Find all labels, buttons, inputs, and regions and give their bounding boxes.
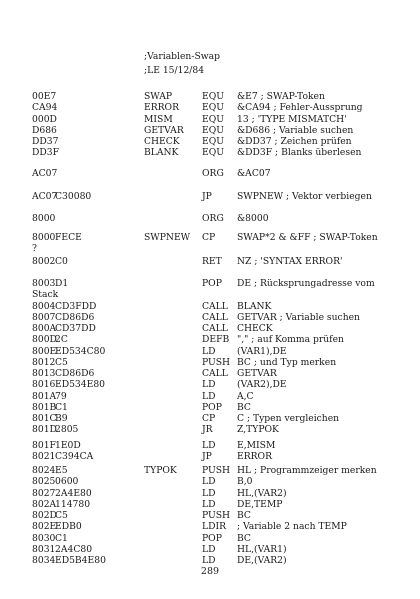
opcode-cell: C1 bbox=[55, 401, 68, 413]
operand-cell: DE ; Rücksprungadresse vom bbox=[237, 278, 375, 289]
header-line bbox=[0, 65, 420, 76]
code-line bbox=[0, 555, 420, 566]
mnemonic-cell: LD bbox=[202, 390, 216, 402]
code-line bbox=[0, 451, 420, 462]
label-cell: ERROR bbox=[144, 102, 179, 114]
mnemonic-cell: POP bbox=[202, 401, 222, 413]
code-line bbox=[0, 357, 420, 368]
mnemonic-cell: LD bbox=[202, 440, 216, 451]
opcode-cell: 1E0D bbox=[55, 440, 81, 451]
mnemonic-cell: CALL bbox=[202, 300, 228, 312]
operand-cell: HL ; Programmzeiger merken bbox=[237, 465, 377, 476]
opcode-cell: C0 bbox=[55, 256, 68, 267]
address-cell: 8003 bbox=[32, 278, 56, 289]
address-cell: 801C bbox=[32, 413, 57, 424]
code-line bbox=[0, 243, 420, 254]
address-cell: 801A bbox=[32, 390, 57, 402]
mnemonic-cell: POP bbox=[202, 532, 222, 544]
operand-cell: BC bbox=[237, 401, 251, 413]
address-cell: 802A bbox=[32, 498, 57, 510]
operand-cell: &CA94 ; Fehler-Aussprung bbox=[237, 102, 363, 114]
mnemonic-cell: LD bbox=[202, 379, 216, 391]
code-line bbox=[0, 136, 420, 147]
operand-cell: E,MISM bbox=[237, 440, 276, 451]
code-line bbox=[0, 413, 420, 424]
operand-cell: &D686 ; Variable suchen bbox=[237, 124, 354, 136]
opcode-cell: FECE bbox=[55, 232, 82, 243]
mnemonic-cell: CALL bbox=[202, 368, 228, 379]
mnemonic-cell: PUSH bbox=[202, 510, 231, 521]
mnemonic-cell: EQU bbox=[202, 91, 224, 102]
operand-cell: ; Variable 2 nach TEMP bbox=[237, 521, 347, 533]
opcode-cell: ED5B4E80 bbox=[55, 555, 106, 566]
mnemonic-cell: EQU bbox=[202, 124, 224, 136]
code-line bbox=[0, 102, 420, 113]
code-line bbox=[0, 301, 420, 312]
label-cell: BLANK bbox=[144, 147, 179, 159]
mnemonic-cell: LD bbox=[202, 345, 216, 357]
address-cell: 8016 bbox=[32, 379, 56, 391]
mnemonic-cell: JP bbox=[202, 451, 212, 463]
code-line bbox=[0, 232, 420, 243]
operand-cell: BLANK bbox=[237, 300, 272, 312]
label-cell: SWPNEW bbox=[144, 232, 191, 243]
address-cell: 8004 bbox=[32, 300, 56, 312]
label-cell: SWAP bbox=[144, 91, 173, 102]
code-line bbox=[0, 114, 420, 125]
code-line bbox=[0, 334, 420, 345]
operand-cell: A,C bbox=[237, 390, 254, 402]
mnemonic-cell: CP bbox=[202, 232, 216, 243]
operand-cell: &E7 ; SWAP-Token bbox=[237, 91, 325, 102]
address-cell: 8000 bbox=[32, 232, 56, 243]
page-number: 289 bbox=[200, 566, 220, 577]
code-line bbox=[0, 440, 420, 451]
opcode-cell: ED534C80 bbox=[55, 345, 106, 357]
operand-cell: BC ; und Typ merken bbox=[237, 356, 337, 368]
mnemonic-cell: CP bbox=[202, 413, 216, 424]
address-cell: Stack bbox=[32, 289, 59, 301]
mnemonic-cell: LD bbox=[202, 555, 216, 566]
address-cell: 8024 bbox=[32, 465, 56, 476]
operand-cell: HL,(VAR1) bbox=[237, 543, 287, 555]
address-cell: 8031 bbox=[32, 543, 56, 555]
address-cell: AC07 bbox=[32, 191, 58, 202]
header-text: ;Variablen-Swap bbox=[144, 51, 220, 62]
mnemonic-cell: PUSH bbox=[202, 356, 231, 368]
address-cell: DD3F bbox=[32, 147, 59, 159]
mnemonic-cell: ORG bbox=[202, 213, 224, 224]
opcode-cell: B9 bbox=[55, 413, 68, 424]
address-cell: 800E bbox=[32, 345, 57, 357]
code-line bbox=[0, 402, 420, 413]
mnemonic-cell: EQU bbox=[202, 102, 224, 114]
address-cell: 800D bbox=[32, 334, 57, 346]
opcode-cell: 2805 bbox=[55, 424, 79, 436]
opcode-cell: 0600 bbox=[55, 476, 79, 488]
opcode-cell: C30080 bbox=[55, 191, 92, 202]
address-cell: 8000 bbox=[32, 213, 56, 224]
code-line bbox=[0, 125, 420, 136]
operand-cell: CHECK bbox=[237, 323, 273, 334]
address-cell: 8025 bbox=[32, 476, 56, 488]
opcode-cell: D1 bbox=[55, 278, 69, 289]
operand-cell: ERROR bbox=[237, 451, 272, 463]
operand-cell: "," ; auf Komma prüfen bbox=[237, 334, 344, 346]
opcode-cell: C5 bbox=[55, 510, 68, 521]
address-cell: 8030 bbox=[32, 532, 56, 544]
opcode-cell: C394CA bbox=[55, 451, 94, 463]
code-line bbox=[0, 488, 420, 499]
mnemonic-cell: ORG bbox=[202, 168, 224, 179]
operand-cell: SWAP*2 & &FF ; SWAP-Token bbox=[237, 232, 378, 243]
operand-cell: &AC07 bbox=[237, 168, 271, 179]
operand-cell: C ; Typen vergleichen bbox=[237, 413, 340, 424]
address-cell: AC07 bbox=[32, 168, 58, 179]
code-line bbox=[0, 346, 420, 357]
operand-cell: GETVAR ; Variable suchen bbox=[237, 311, 360, 323]
operand-cell: B,0 bbox=[237, 476, 253, 488]
opcode-cell: 79 bbox=[55, 390, 67, 402]
opcode-cell: EDB0 bbox=[55, 521, 82, 533]
code-line bbox=[0, 147, 420, 158]
address-cell: 8012 bbox=[32, 356, 56, 368]
label-cell: MISM bbox=[144, 113, 173, 125]
code-line bbox=[0, 256, 420, 267]
code-line bbox=[0, 168, 420, 179]
operand-cell: GETVAR bbox=[237, 368, 277, 379]
mnemonic-cell: EQU bbox=[202, 147, 224, 159]
address-cell: 8021 bbox=[32, 451, 56, 463]
address-cell: ? bbox=[32, 243, 37, 255]
address-cell: 8027 bbox=[32, 487, 56, 499]
code-line bbox=[0, 191, 420, 202]
opcode-cell: 2A4C80 bbox=[55, 543, 93, 555]
code-line bbox=[0, 465, 420, 476]
operand-cell: &DD37 ; Zeichen prüfen bbox=[237, 136, 352, 147]
operand-cell: &DD3F ; Blanks überlesen bbox=[237, 147, 362, 159]
address-cell: 802D bbox=[32, 510, 57, 521]
code-line bbox=[0, 476, 420, 487]
opcode-cell: C5 bbox=[55, 356, 68, 368]
mnemonic-cell: PUSH bbox=[202, 465, 231, 476]
address-cell: 801F bbox=[32, 440, 56, 451]
label-cell: CHECK bbox=[144, 136, 180, 147]
address-cell: 800A bbox=[32, 323, 57, 334]
header-line bbox=[0, 51, 420, 62]
operand-cell: SWPNEW ; Vektor verbiegen bbox=[237, 191, 372, 202]
mnemonic-cell: JR bbox=[202, 424, 213, 436]
header-text: ;LE 15/12/84 bbox=[144, 65, 205, 76]
operand-cell: DE,(VAR2) bbox=[237, 555, 287, 566]
address-cell: CA94 bbox=[32, 102, 58, 114]
mnemonic-cell: JP bbox=[202, 191, 212, 202]
label-cell: TYPOK bbox=[144, 465, 177, 476]
opcode-cell: 2C bbox=[55, 334, 68, 346]
address-cell: 00E7 bbox=[32, 91, 57, 102]
code-line bbox=[0, 544, 420, 555]
address-cell: 8013 bbox=[32, 368, 56, 379]
address-cell: 801D bbox=[32, 424, 57, 436]
address-cell: 000D bbox=[32, 113, 57, 125]
code-line bbox=[0, 323, 420, 334]
mnemonic-cell: LD bbox=[202, 476, 216, 488]
operand-cell: BC bbox=[237, 532, 251, 544]
mnemonic-cell: LDIR bbox=[202, 521, 227, 533]
label-cell: GETVAR bbox=[144, 124, 184, 136]
mnemonic-cell: LD bbox=[202, 543, 216, 555]
mnemonic-cell: CALL bbox=[202, 311, 228, 323]
code-line bbox=[0, 312, 420, 323]
operand-cell: (VAR1),DE bbox=[237, 345, 287, 357]
operand-cell: Z,TYPOK bbox=[237, 424, 279, 436]
code-line bbox=[0, 391, 420, 402]
address-cell: 801B bbox=[32, 401, 57, 413]
code-line bbox=[0, 510, 420, 521]
code-line bbox=[0, 533, 420, 544]
operand-cell: &8000 bbox=[237, 213, 269, 224]
operand-cell: DE,TEMP bbox=[237, 498, 283, 510]
code-line bbox=[0, 289, 420, 300]
mnemonic-cell: RET bbox=[202, 256, 222, 267]
address-cell: 8034 bbox=[32, 555, 56, 566]
code-line bbox=[0, 499, 420, 510]
opcode-cell: CD86D6 bbox=[55, 368, 95, 379]
operand-cell: HL,(VAR2) bbox=[237, 487, 287, 499]
address-cell: DD37 bbox=[32, 136, 59, 147]
mnemonic-cell: EQU bbox=[202, 136, 224, 147]
operand-cell: 13 ; 'TYPE MISMATCH' bbox=[237, 113, 347, 125]
code-line bbox=[0, 424, 420, 435]
address-cell: 8002 bbox=[32, 256, 56, 267]
opcode-cell: 2A4E80 bbox=[55, 487, 92, 499]
code-line bbox=[0, 521, 420, 532]
opcode-cell: CD37DD bbox=[55, 323, 96, 334]
opcode-cell: C1 bbox=[55, 532, 68, 544]
opcode-cell: ED534E80 bbox=[55, 379, 106, 391]
code-line bbox=[0, 91, 420, 102]
mnemonic-cell: POP bbox=[202, 278, 222, 289]
opcode-cell: 114780 bbox=[55, 498, 91, 510]
mnemonic-cell: CALL bbox=[202, 323, 228, 334]
code-line bbox=[0, 379, 420, 390]
opcode-cell: CD86D6 bbox=[55, 311, 95, 323]
address-cell: D686 bbox=[32, 124, 57, 136]
operand-cell: BC bbox=[237, 510, 251, 521]
operand-cell: (VAR2),DE bbox=[237, 379, 287, 391]
opcode-cell: CD3FDD bbox=[55, 300, 97, 312]
address-cell: 802E bbox=[32, 521, 57, 533]
code-line bbox=[0, 368, 420, 379]
mnemonic-cell: LD bbox=[202, 498, 216, 510]
code-line bbox=[0, 213, 420, 224]
mnemonic-cell: EQU bbox=[202, 113, 224, 125]
mnemonic-cell: DEFB bbox=[202, 334, 230, 346]
opcode-cell: E5 bbox=[55, 465, 68, 476]
code-line bbox=[0, 278, 420, 289]
operand-cell: NZ ; 'SYNTAX ERROR' bbox=[237, 256, 343, 267]
mnemonic-cell: LD bbox=[202, 487, 216, 499]
address-cell: 8007 bbox=[32, 311, 56, 323]
